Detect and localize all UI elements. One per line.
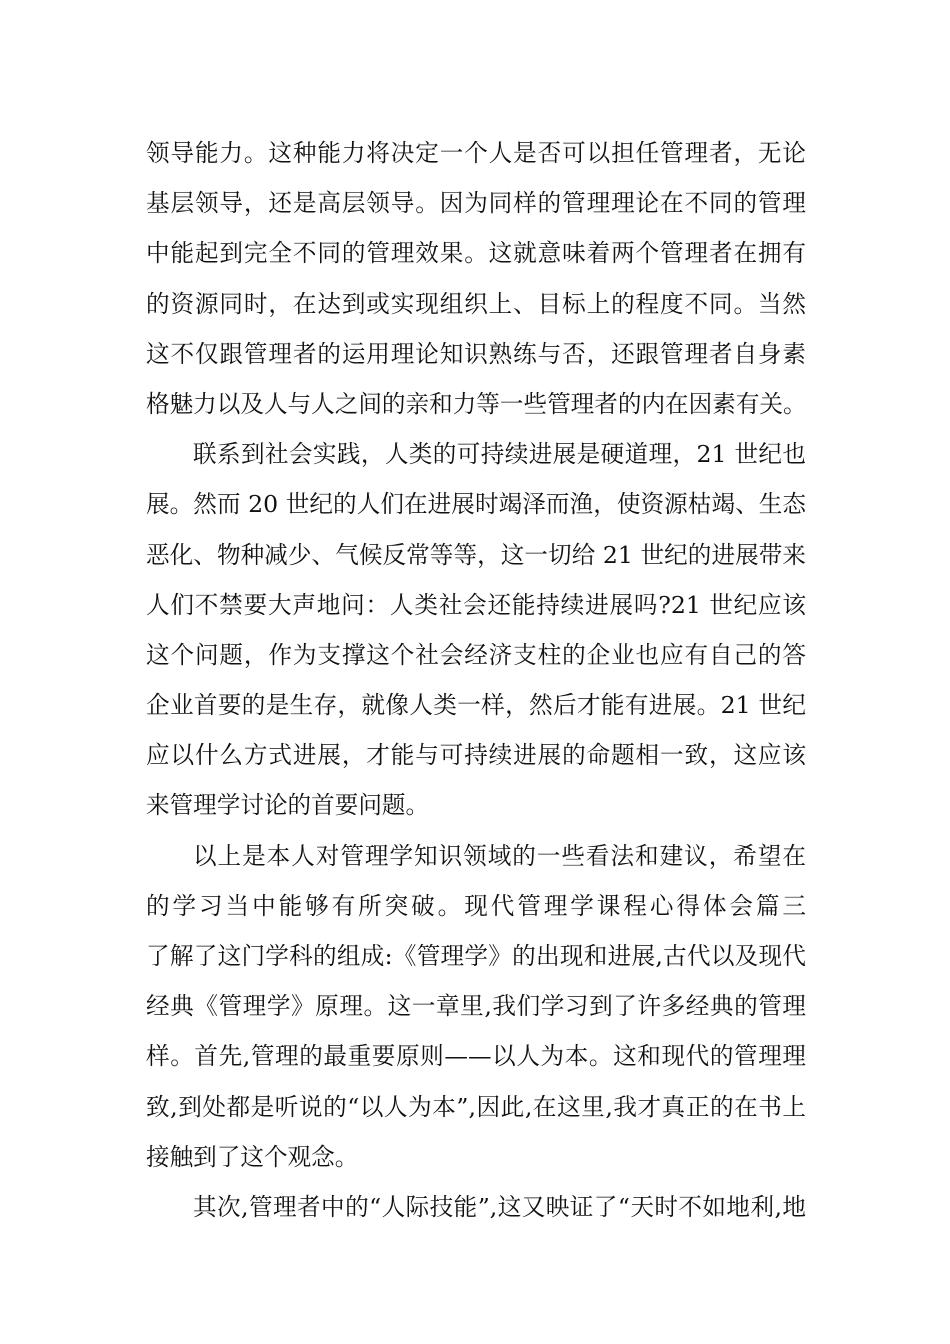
body-text [146,128,806,1232]
text-line: 经典《管理学》原理。这一章里,我们学习到了许多经典的管理 [146,992,806,1021]
text-line: 应以什么方式进展，才能与可持续进展的命题相一致，这应该 [146,741,806,770]
text-line: 其次,管理者中的“人际技能”,这又映证了“天时不如地利,地 [193,1192,806,1221]
text-line: 以上是本人对管理学知识领域的一些看法和建议，希望在 [193,841,806,870]
text-line: 的资源同时，在达到或实现组织上、目标上的程度不同。当然 [146,289,806,318]
text-line: 这个问题，作为支撑这个社会经济支柱的企业也应有自己的答 [146,640,806,669]
text-line: 致,到处都是听说的“以人为本”,因此,在这里,我才真正的在书上 [146,1092,806,1121]
text-line: 格魅力以及人与人之间的亲和力等一些管理者的内在因素有关。 [146,389,807,418]
text-line: 领导能力。这种能力将决定一个人是否可以担任管理者，无论 [146,139,806,167]
text-line: 人们不禁要大声地问：人类社会还能持续进展吗?21 世纪应该 [146,590,806,619]
text-line: 这不仅跟管理者的运用理论知识熟练与否，还跟管理者自身素 [146,339,806,368]
text-line: 联系到社会实践，人类的可持续进展是硬道理，21 世纪也 [193,440,806,469]
text-line: 中能起到完全不同的管理效果。这就意味着两个管理者在拥有 [146,239,806,268]
text-line: 来管理学讨论的首要问题。 [146,791,430,820]
text-line: 展。然而 20 世纪的人们在进展时竭泽而渔，使资源枯竭、生态 [146,490,806,519]
text-line: 样。首先,管理的最重要原则——以人为本。这和现代的管理理 [146,1042,806,1071]
text-line: 接触到了这个观念。 [146,1142,359,1171]
text-line: 基层领导，还是高层领导。因为同样的管理理论在不同的管理 [146,189,806,218]
text-line: 恶化、物种减少、气候反常等等，这一切给 21 世纪的进展带来 [146,540,806,569]
text-line: 了解了这门学科的组成:《管理学》的出现和进展,古代以及现代 [146,942,806,970]
text-line: 的学习当中能够有所突破。现代管理学课程心得体会篇三 [146,891,806,920]
text-line: 企业首要的是生存，就像人类一样，然后才能有进展。21 世纪 [146,691,806,720]
